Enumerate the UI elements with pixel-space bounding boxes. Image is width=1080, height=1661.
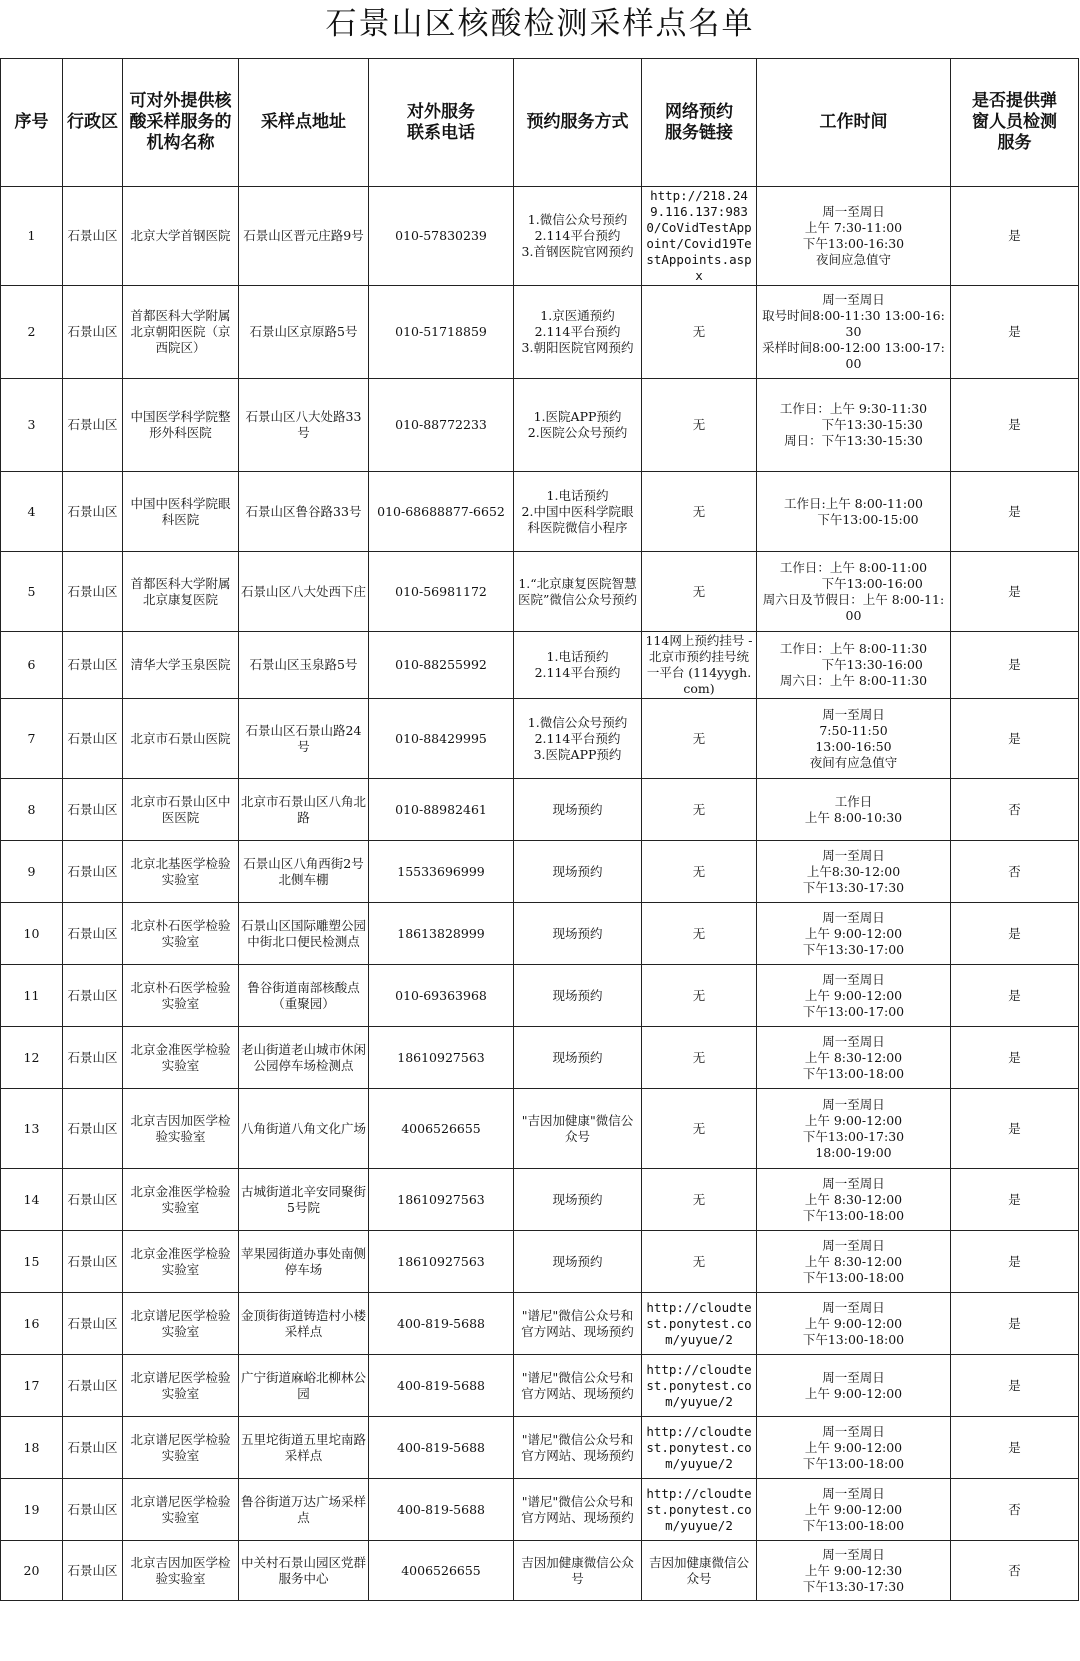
cell-no: 19 [1, 1479, 63, 1541]
cell-address: 金顶街街道铸造村小楼采样点 [239, 1293, 369, 1355]
cell-phone: 010-88982461 [369, 779, 514, 841]
cell-link[interactable]: http://cloudtest.ponytest.com/yuyue/2 [642, 1293, 757, 1355]
cell-district: 石景山区 [63, 187, 123, 286]
table-header-row [1, 59, 1079, 187]
cell-org: 北京朴石医学检验实验室 [123, 965, 239, 1027]
cell-window: 是 [951, 552, 1079, 632]
cell-no: 11 [1, 965, 63, 1027]
cell-window: 是 [951, 1169, 1079, 1231]
cell-district: 石景山区 [63, 699, 123, 779]
cell-link: 无 [642, 965, 757, 1027]
cell-link: 无 [642, 903, 757, 965]
cell-address: 老山街道老山城市休闲公园停车场检测点 [239, 1027, 369, 1089]
cell-org: 北京谱尼医学检验实验室 [123, 1417, 239, 1479]
cell-method: 1.电话预约 2.中国中医科学院眼科医院微信小程序 [514, 472, 642, 552]
cell-address: 广宁街道麻峪北柳林公园 [239, 1355, 369, 1417]
cell-org: 北京大学首钢医院 [123, 187, 239, 286]
cell-district: 石景山区 [63, 1293, 123, 1355]
cell-link: 114网上预约挂号 - 北京市预约挂号统一平台 (114yygh.com) [642, 632, 757, 699]
cell-method: "吉因加健康"微信公众号 [514, 1089, 642, 1169]
cell-link: 无 [642, 379, 757, 472]
cell-org: 首都医科大学附属北京朝阳医院（京西院区） [123, 286, 239, 379]
cell-no: 13 [1, 1089, 63, 1169]
cell-no: 12 [1, 1027, 63, 1089]
cell-no: 17 [1, 1355, 63, 1417]
cell-method: "谱尼"微信公众号和官方网站、现场预约 [514, 1293, 642, 1355]
cell-address: 石景山区晋元庄路9号 [239, 187, 369, 286]
cell-no: 8 [1, 779, 63, 841]
cell-phone: 010-69363968 [369, 965, 514, 1027]
cell-phone: 010-57830239 [369, 187, 514, 286]
header-window: 是否提供弹 窗人员检测 服务 [951, 59, 1079, 187]
cell-link: 无 [642, 286, 757, 379]
cell-org: 中国医学科学院整形外科医院 [123, 379, 239, 472]
header-method: 预约服务方式 [514, 59, 642, 187]
cell-hours: 周一至周日 7:50-11:50 13:00-16:50 夜间有应急值守 [757, 699, 951, 779]
cell-phone: 4006526655 [369, 1541, 514, 1601]
table-row [1, 903, 1079, 965]
cell-address: 石景山区八大处路33号 [239, 379, 369, 472]
cell-org: 北京朴石医学检验实验室 [123, 903, 239, 965]
cell-hours: 工作日 上午 8:00-10:30 [757, 779, 951, 841]
cell-org: 北京金准医学检验实验室 [123, 1169, 239, 1231]
cell-window: 否 [951, 841, 1079, 903]
cell-phone: 4006526655 [369, 1089, 514, 1169]
cell-phone: 18610927563 [369, 1027, 514, 1089]
cell-no: 7 [1, 699, 63, 779]
cell-hours: 工作日：上午 8:00-11:30 下午13:30-16:00 周六日：上午 8:00-11:30 [757, 632, 951, 699]
cell-address: 古城街道北辛安同聚街5号院 [239, 1169, 369, 1231]
cell-no: 16 [1, 1293, 63, 1355]
cell-org: 北京金准医学检验实验室 [123, 1231, 239, 1293]
cell-district: 石景山区 [63, 1169, 123, 1231]
table-row [1, 1293, 1079, 1355]
cell-hours: 周一至周日 上午 9:00-12:00 下午13:30-17:00 [757, 903, 951, 965]
cell-district: 石景山区 [63, 472, 123, 552]
cell-no: 10 [1, 903, 63, 965]
table-body [1, 187, 1079, 1601]
cell-address: 鲁谷街道南部核酸点（重聚园） [239, 965, 369, 1027]
cell-hours: 周一至周日 上午 9:00-12:00 下午13:00-17:30 18:00-19:00 [757, 1089, 951, 1169]
cell-org: 北京市石景山医院 [123, 699, 239, 779]
cell-window: 是 [951, 1231, 1079, 1293]
cell-no: 18 [1, 1417, 63, 1479]
cell-window: 否 [951, 1479, 1079, 1541]
cell-window: 是 [951, 1417, 1079, 1479]
table-row [1, 1169, 1079, 1231]
cell-no: 15 [1, 1231, 63, 1293]
cell-phone: 400-819-5688 [369, 1293, 514, 1355]
cell-phone: 010-88255992 [369, 632, 514, 699]
cell-phone: 400-819-5688 [369, 1417, 514, 1479]
cell-no: 1 [1, 187, 63, 286]
cell-phone: 010-88772233 [369, 379, 514, 472]
header-no: 序号 [1, 59, 63, 187]
table-row [1, 187, 1079, 286]
cell-method: 现场预约 [514, 1169, 642, 1231]
cell-window: 是 [951, 699, 1079, 779]
cell-window: 是 [951, 1355, 1079, 1417]
table-row [1, 965, 1079, 1027]
cell-no: 2 [1, 286, 63, 379]
cell-method: 1.京医通预约 2.114平台预约 3.朝阳医院官网预约 [514, 286, 642, 379]
cell-window: 是 [951, 1293, 1079, 1355]
header-district: 行政区 [63, 59, 123, 187]
cell-hours: 周一至周日 上午 9:00-12:00 下午13:00-18:00 [757, 1417, 951, 1479]
cell-no: 14 [1, 1169, 63, 1231]
cell-link: 无 [642, 699, 757, 779]
table-row [1, 1089, 1079, 1169]
cell-link: 无 [642, 779, 757, 841]
cell-org: 北京金准医学检验实验室 [123, 1027, 239, 1089]
cell-address: 石景山区玉泉路5号 [239, 632, 369, 699]
cell-method: "谱尼"微信公众号和官方网站、现场预约 [514, 1479, 642, 1541]
cell-org: 北京吉因加医学检验实验室 [123, 1541, 239, 1601]
cell-phone: 18610927563 [369, 1169, 514, 1231]
cell-address: 五里坨街道五里坨南路采样点 [239, 1417, 369, 1479]
cell-district: 石景山区 [63, 1355, 123, 1417]
cell-address: 石景山区八大处西下庄 [239, 552, 369, 632]
cell-window: 是 [951, 1089, 1079, 1169]
cell-method: 现场预约 [514, 903, 642, 965]
cell-method: "谱尼"微信公众号和官方网站、现场预约 [514, 1417, 642, 1479]
cell-method: 现场预约 [514, 1231, 642, 1293]
cell-link: 无 [642, 1089, 757, 1169]
table-row [1, 1355, 1079, 1417]
cell-phone: 010-51718859 [369, 286, 514, 379]
cell-phone: 18610927563 [369, 1231, 514, 1293]
cell-address: 苹果园街道办事处南侧停车场 [239, 1231, 369, 1293]
cell-link: 无 [642, 472, 757, 552]
cell-hours: 工作日：上午 8:00-11:00 下午13:00-16:00 周六日及节假日：上午 8:00-11:00 [757, 552, 951, 632]
cell-district: 石景山区 [63, 779, 123, 841]
cell-phone: 15533696999 [369, 841, 514, 903]
cell-org: 首都医科大学附属北京康复医院 [123, 552, 239, 632]
cell-no: 3 [1, 379, 63, 472]
cell-hours: 周一至周日 上午 9:00-12:00 下午13:00-18:00 [757, 1293, 951, 1355]
cell-link[interactable]: http://cloudtest.ponytest.com/yuyue/2 [642, 1417, 757, 1479]
cell-method: 1.电话预约 2.114平台预约 [514, 632, 642, 699]
cell-window: 是 [951, 1027, 1079, 1089]
cell-window: 是 [951, 632, 1079, 699]
cell-window: 是 [951, 187, 1079, 286]
table-row [1, 1479, 1079, 1541]
cell-method: 1.医院APP预约 2.医院公众号预约 [514, 379, 642, 472]
table-row [1, 552, 1079, 632]
cell-no: 20 [1, 1541, 63, 1601]
cell-window: 否 [951, 779, 1079, 841]
cell-method: "谱尼"微信公众号和官方网站、现场预约 [514, 1355, 642, 1417]
cell-address: 八角街道八角文化广场 [239, 1089, 369, 1169]
header-phone: 对外服务 联系电话 [369, 59, 514, 187]
cell-phone: 010-88429995 [369, 699, 514, 779]
table-row [1, 286, 1079, 379]
cell-district: 石景山区 [63, 552, 123, 632]
cell-window: 是 [951, 903, 1079, 965]
cell-link: 无 [642, 1231, 757, 1293]
cell-district: 石景山区 [63, 965, 123, 1027]
cell-hours: 工作日:上午 8:00-11:00 下午13:00-15:00 [757, 472, 951, 552]
cell-hours: 周一至周日 上午 9:00-12:00 [757, 1355, 951, 1417]
cell-link: 无 [642, 1169, 757, 1231]
cell-address: 鲁谷街道万达广场采样点 [239, 1479, 369, 1541]
cell-address: 石景山区国际雕塑公园中街北口便民检测点 [239, 903, 369, 965]
cell-address: 北京市石景山区八角北路 [239, 779, 369, 841]
table-row [1, 472, 1079, 552]
cell-district: 石景山区 [63, 1089, 123, 1169]
cell-hours: 周一至周日 上午 8:30-12:00 下午13:00-18:00 [757, 1231, 951, 1293]
cell-hours: 周一至周日 上午 8:30-12:00 下午13:00-18:00 [757, 1027, 951, 1089]
cell-link: 无 [642, 841, 757, 903]
cell-org: 北京谱尼医学检验实验室 [123, 1355, 239, 1417]
cell-district: 石景山区 [63, 1479, 123, 1541]
page-title: 石景山区核酸检测采样点名单 [325, 6, 755, 42]
cell-method: 现场预约 [514, 965, 642, 1027]
cell-address: 石景山区鲁谷路33号 [239, 472, 369, 552]
cell-no: 4 [1, 472, 63, 552]
cell-window: 是 [951, 472, 1079, 552]
cell-no: 9 [1, 841, 63, 903]
table-row [1, 1027, 1079, 1089]
cell-address: 中关村石景山园区党群服务中心 [239, 1541, 369, 1601]
cell-link: 无 [642, 552, 757, 632]
table-row [1, 841, 1079, 903]
cell-phone: 400-819-5688 [369, 1479, 514, 1541]
header-org: 可对外提供核 酸采样服务的 机构名称 [123, 59, 239, 187]
cell-org: 北京吉因加医学检验实验室 [123, 1089, 239, 1169]
cell-org: 北京北基医学检验实验室 [123, 841, 239, 903]
cell-hours: 周一至周日 取号时间8:00-11:30 13:00-16:30 采样时间8:00-12:00 13:00-17:00 [757, 286, 951, 379]
cell-hours: 周一至周日 上午 7:30-11:00 下午13:00-16:30 夜间应急值守 [757, 187, 951, 286]
cell-method: 现场预约 [514, 779, 642, 841]
cell-address: 石景山区八角西街2号北侧车棚 [239, 841, 369, 903]
cell-window: 是 [951, 965, 1079, 1027]
cell-district: 石景山区 [63, 379, 123, 472]
cell-link[interactable]: http://cloudtest.ponytest.com/yuyue/2 [642, 1479, 757, 1541]
table-row [1, 699, 1079, 779]
cell-district: 石景山区 [63, 1541, 123, 1601]
cell-org: 北京谱尼医学检验实验室 [123, 1479, 239, 1541]
cell-district: 石景山区 [63, 632, 123, 699]
cell-link: 无 [642, 1027, 757, 1089]
cell-district: 石景山区 [63, 1027, 123, 1089]
cell-phone: 010-68688877-6652 [369, 472, 514, 552]
cell-link[interactable]: http://218.249.116.137:9830/CoVidTestAppoint/Covid19TestAppoints.aspx [642, 187, 757, 286]
cell-hours: 工作日：上午 9:30-11:30 下午13:30-15:30 周日：下午13:30-15:30 [757, 379, 951, 472]
cell-org: 北京市石景山区中医医院 [123, 779, 239, 841]
cell-no: 6 [1, 632, 63, 699]
cell-district: 石景山区 [63, 841, 123, 903]
cell-hours: 周一至周日 上午 9:00-12:00 下午13:00-17:00 [757, 965, 951, 1027]
cell-address: 石景山区石景山路24号 [239, 699, 369, 779]
cell-phone: 400-819-5688 [369, 1355, 514, 1417]
table-row [1, 632, 1079, 699]
cell-district: 石景山区 [63, 286, 123, 379]
cell-org: 中国中医科学院眼科医院 [123, 472, 239, 552]
table-row [1, 379, 1079, 472]
cell-phone: 010-56981172 [369, 552, 514, 632]
cell-org: 北京谱尼医学检验实验室 [123, 1293, 239, 1355]
cell-address: 石景山区京原路5号 [239, 286, 369, 379]
cell-window: 否 [951, 1541, 1079, 1601]
cell-district: 石景山区 [63, 903, 123, 965]
header-hours: 工作时间 [757, 59, 951, 187]
sampling-sites-table [0, 58, 1079, 1601]
cell-method: 现场预约 [514, 841, 642, 903]
table-row [1, 1541, 1079, 1601]
cell-org: 清华大学玉泉医院 [123, 632, 239, 699]
table-row [1, 1417, 1079, 1479]
cell-method: 1.微信公众号预约 2.114平台预约 3.首钢医院官网预约 [514, 187, 642, 286]
cell-method: 1.“北京康复医院智慧医院”微信公众号预约 [514, 552, 642, 632]
cell-district: 石景山区 [63, 1417, 123, 1479]
cell-method: 1.微信公众号预约 2.114平台预约 3.医院APP预约 [514, 699, 642, 779]
cell-window: 是 [951, 379, 1079, 472]
table-row [1, 779, 1079, 841]
cell-window: 是 [951, 286, 1079, 379]
cell-method: 吉因加健康微信公众号 [514, 1541, 642, 1601]
table-row [1, 1231, 1079, 1293]
cell-hours: 周一至周日 上午8:30-12:00 下午13:30-17:30 [757, 841, 951, 903]
cell-district: 石景山区 [63, 1231, 123, 1293]
cell-hours: 周一至周日 上午 8:30-12:00 下午13:00-18:00 [757, 1169, 951, 1231]
cell-hours: 周一至周日 上午 9:00-12:00 下午13:00-18:00 [757, 1479, 951, 1541]
cell-hours: 周一至周日 上午 9:00-12:30 下午13:30-17:30 [757, 1541, 951, 1601]
cell-method: 现场预约 [514, 1027, 642, 1089]
cell-link: 吉因加健康微信公众号 [642, 1541, 757, 1601]
cell-no: 5 [1, 552, 63, 632]
cell-link[interactable]: http://cloudtest.ponytest.com/yuyue/2 [642, 1355, 757, 1417]
header-address: 采样点地址 [239, 59, 369, 187]
header-link: 网络预约 服务链接 [642, 59, 757, 187]
cell-phone: 18613828999 [369, 903, 514, 965]
